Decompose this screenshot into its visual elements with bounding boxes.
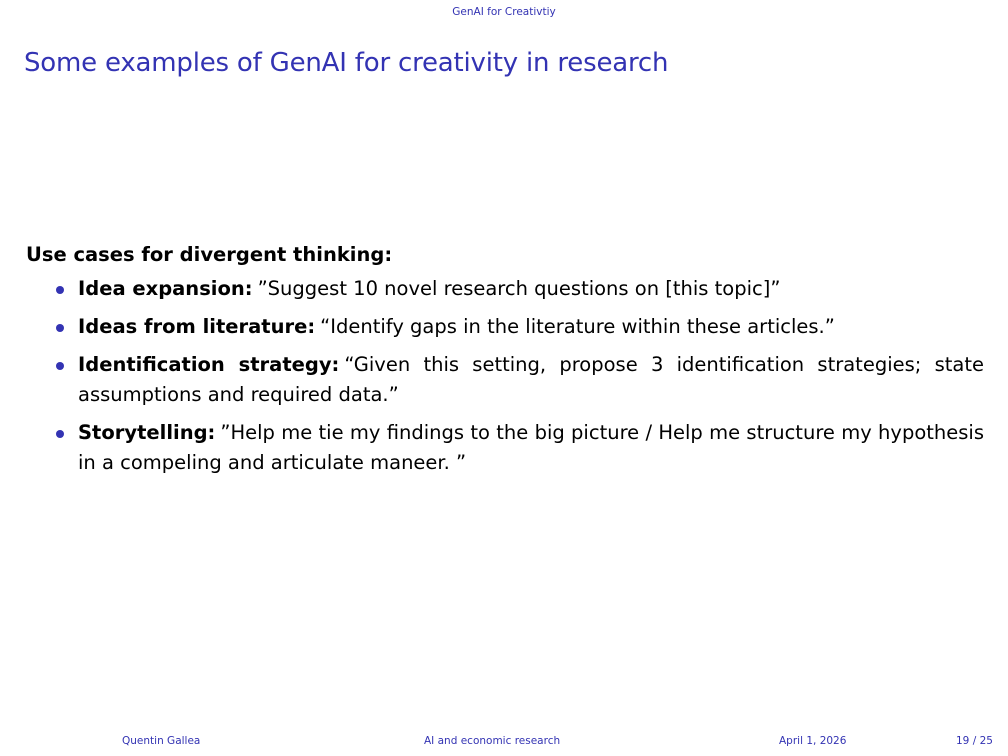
list-item <box>52 274 984 304</box>
section-heading: Use cases for divergent thinking: <box>26 243 393 266</box>
item-term: Storytelling: <box>78 421 216 444</box>
item-text: “Identify gaps in the literature within these articles.” <box>320 315 835 338</box>
bullet-list <box>26 274 984 478</box>
bullet-icon <box>56 362 64 370</box>
item-term: Idea expansion: <box>78 277 253 300</box>
content-block <box>26 243 984 486</box>
header-title: GenAI for Creativtiy <box>452 6 556 18</box>
bullet-icon <box>56 286 64 294</box>
footer-page-number: 19 / 25 <box>956 735 993 747</box>
item-text: ”Suggest 10 novel research questions on [this topic]” <box>257 277 781 300</box>
list-item <box>52 312 984 342</box>
item-term: Ideas from literature: <box>78 315 316 338</box>
list-item <box>52 350 984 410</box>
footer-author: Quentin Gallea <box>122 735 201 747</box>
frame-title: Some examples of GenAI for creativity in research <box>24 48 669 78</box>
bullet-icon <box>56 324 64 332</box>
bullet-icon <box>56 430 64 438</box>
footer <box>0 735 1008 751</box>
footer-date: April 1, 2026 <box>779 735 847 747</box>
item-text: ”Help me tie my findings to the big picture / Help me structure my hypothesis in a compeling and articulate maneer. ” <box>78 421 984 474</box>
list-item <box>52 418 984 478</box>
item-term: Identification strategy: <box>78 353 340 376</box>
footer-short-title: AI and economic research <box>424 735 561 747</box>
item-text: “Given this setting, propose 3 identification strategies; state assumptions and required data.” <box>78 353 984 406</box>
